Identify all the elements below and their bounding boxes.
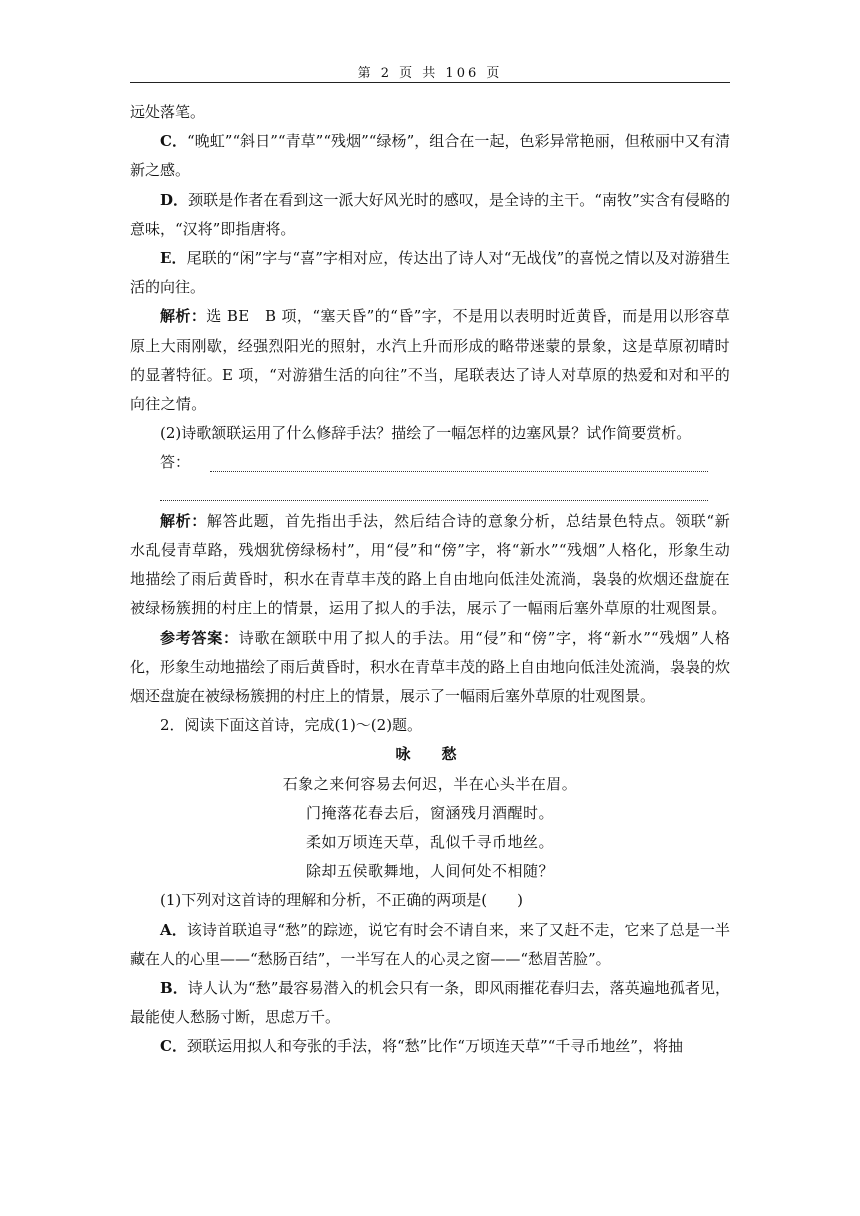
poem-line: 柔如万顷连天草，乱似千寻币地丝。 — [305, 833, 554, 852]
answer-blank[interactable] — [210, 459, 708, 472]
poem-line: 除却五侯歌舞地，人间何处不相随？ — [305, 862, 554, 881]
option-label: D． — [160, 190, 189, 209]
header-divider — [130, 82, 730, 83]
choice-a — [130, 916, 730, 974]
choice-b — [130, 974, 730, 1032]
reference-answer — [130, 624, 730, 712]
poem-line: 门掩落花春去后，窗涵残月酒醒时。 — [305, 803, 554, 822]
analysis-1 — [130, 302, 730, 419]
answer-label: 答： — [160, 453, 191, 472]
choice-label: B． — [160, 979, 188, 998]
option-c — [130, 127, 730, 185]
option-text: 颈联是作者在看到这一派大好风光时的感叹，是全诗的主干。“南牧”实含有侵略的意味，“汉将”即指唐将。 — [130, 190, 731, 238]
choice-c — [130, 1032, 730, 1061]
page-header: 第 2 页 共 106 页 — [357, 66, 503, 81]
option-label: C． — [160, 132, 188, 151]
choice-label: A． — [160, 920, 187, 939]
document-body — [130, 98, 730, 1062]
answer-line-2 — [130, 478, 730, 507]
answer-blank-2[interactable] — [160, 488, 708, 501]
question-2-1: (1)下列对这首诗的理解和分析，不正确的两项是( ) — [160, 891, 523, 910]
option-e — [130, 244, 730, 302]
analysis-label: 解析： — [160, 511, 207, 530]
poem-line: 石象之来何容易去何迟，半在心头半在眉。 — [282, 774, 578, 793]
answer-line — [130, 448, 730, 477]
choice-label: C． — [160, 1037, 187, 1056]
option-text: “晚虹”“斜日”“青草”“残烟”“绿杨”，组合在一起，色彩异常艳丽，但秾丽中又有清新之感。 — [130, 132, 730, 180]
reference-label: 参考答案： — [160, 628, 239, 647]
option-label: E． — [160, 249, 187, 268]
analysis-text: 解答此题，首先指出手法，然后结合诗的意象分析，总结景色特点。领联“新水乱侵青草路，残烟犹傍绿杨村”，用“侵”和“傍”字，将“新水”“残烟”人格化，形象生动地描绘了雨后黄昏时，积水在青草丰茂的路上自由地向低洼处流淌，袅袅的炊烟还盘旋在被绿杨簇拥的村庄上的情景，运用了拟人的手法，展示了一幅雨后塞外草原的壮观图景。 — [130, 511, 730, 618]
poem-title: 咏 愁 — [395, 745, 465, 764]
choice-text: 诗人认为“愁”最容易潜入的机会只有一条，即风雨摧花春归去，落英遍地孤者见，最能使人愁肠寸断，思虑万千。 — [130, 979, 731, 1027]
choice-text: 该诗首联追寻“愁”的踪迹，说它有时会不请自来，来了又赶不走，它来了总是一半藏在人的心里——“愁肠百结”，一半写在人的心灵之窗——“愁眉苦脸”。 — [130, 920, 731, 968]
question-2-sub: (2)诗歌颔联运用了什么修辞手法？描绘了一幅怎样的边塞风景？试作简要赏析。 — [160, 424, 692, 443]
question-2: 2．阅读下面这首诗，完成(1)～(2)题。 — [160, 716, 423, 735]
analysis-2 — [130, 507, 730, 624]
option-text: 尾联的“闲”字与“喜”字相对应，传达出了诗人对“无战伐”的喜悦之情以及对游猎生活的向往。 — [130, 249, 730, 297]
reference-text: 诗歌在颔联中用了拟人的手法。用“侵”和“傍”字，将“新水”“残烟”人格化，形象生动地描绘了雨后黄昏时，积水在青草丰茂的路上自由地向低洼处流淌，袅袅的炊烟还盘旋在被绿杨簇拥的村庄上的情景，展示了一幅雨后塞外草原的壮观图景。 — [130, 628, 731, 706]
choice-text: 颈联运用拟人和夸张的手法，将“愁”比作“万顷连天草”“千寻币地丝”，将抽 — [186, 1037, 683, 1056]
option-d — [130, 186, 730, 244]
paragraph-continuation: 远处落笔。 — [130, 103, 206, 121]
analysis-label: 解析： — [160, 307, 207, 326]
analysis-text: 选 BE B 项，“塞天昏”的“昏”字，不是用以表明时近黄昏，而是用以形容草原上大雨刚歇，经强烈阳光的照射，水汽上升而形成的略带迷蒙的景象，这是草原初晴时的显著特征。E 项，“对游猎生活的向往”不当，尾联表达了诗人对草原的热爱和对和平的向往之情。 — [130, 307, 731, 414]
